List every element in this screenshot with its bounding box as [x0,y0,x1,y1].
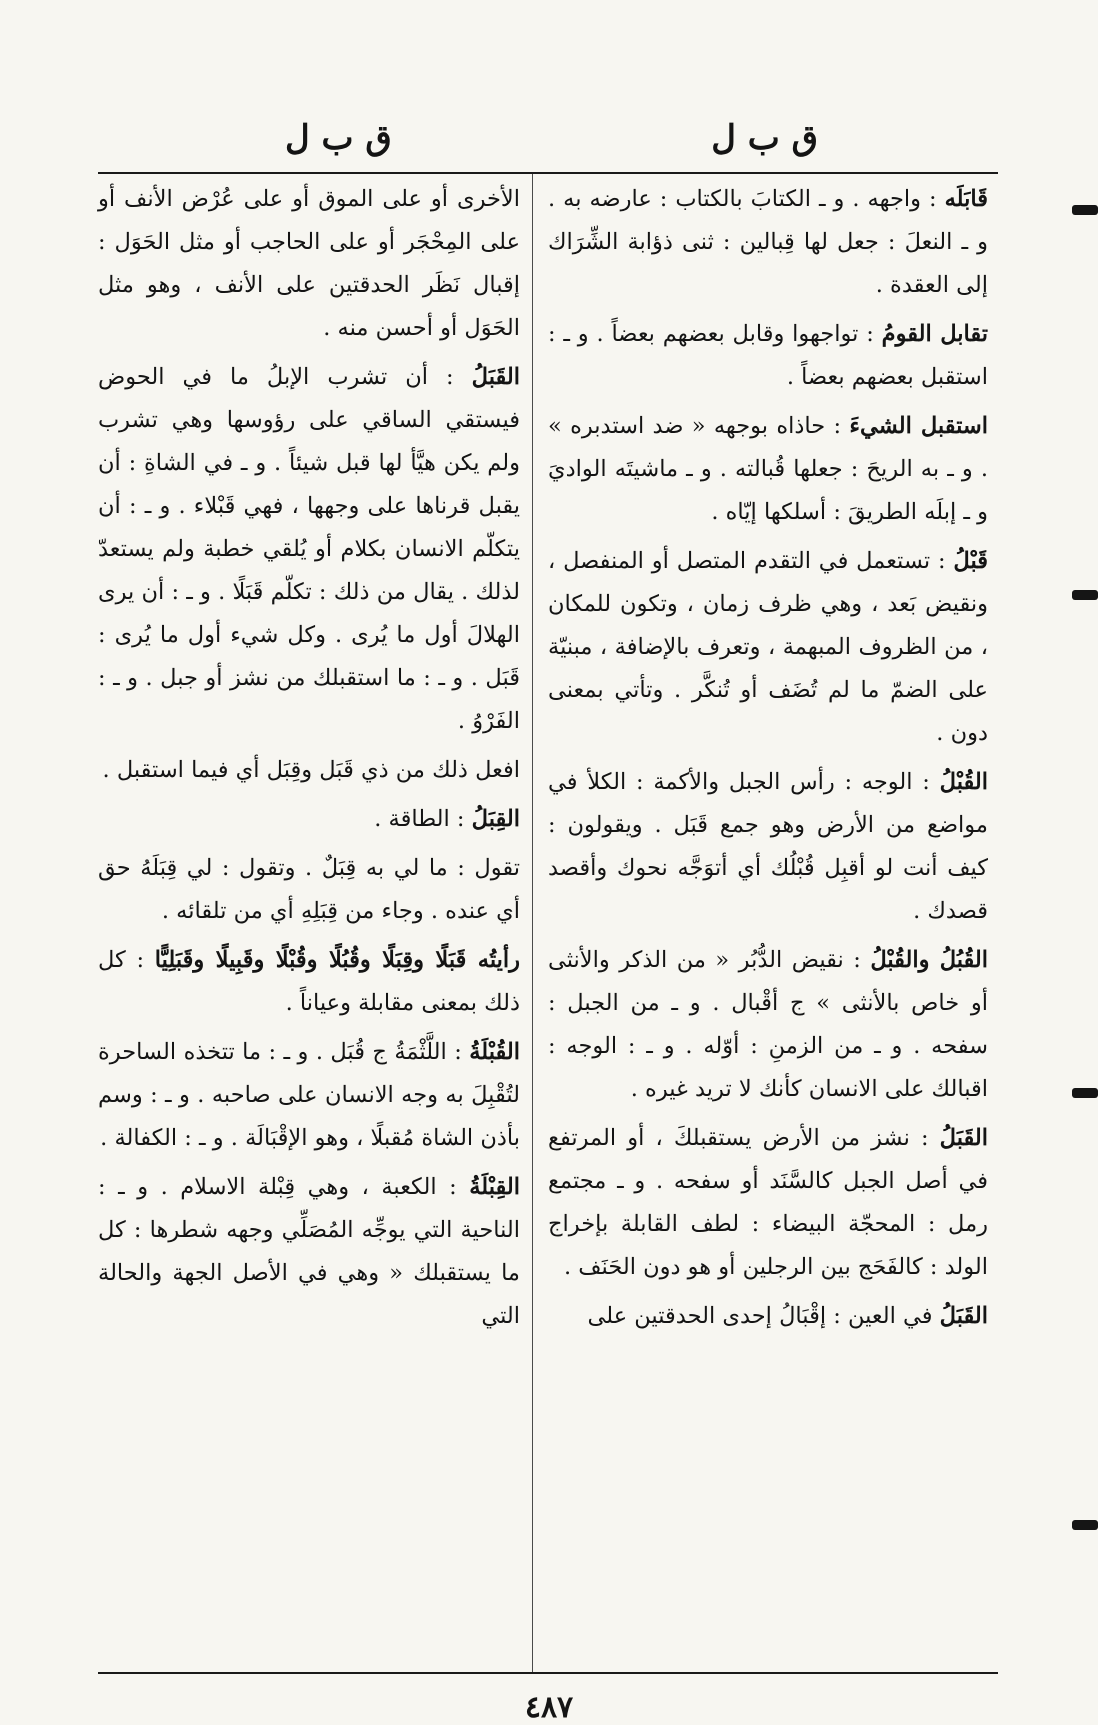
entry-definition: : أن تشرب الإبلُ ما في الحوض فيستقي الساقي على رؤوسها وهي تشرب ولم يكن هيَّأ لها قبل شيئاً . و ـ في الشاةِ : أن يقبل قرناها على وجهها ، فهي قَبْلاء . و ـ : أن يتكلّم الانسان بكلام أو يُلقي خطبة ولم يستعدّ لذلك . يقال من ذلك : تكلّم قَبَلًا . و ـ : أن يرى الهلالَ أول ما يُرى . وكل شيء أول ما يُرى : قَبَل . و ـ : ما استقبلك من نشز أو جبل . و ـ : الفَرْوُ . [98,364,520,734]
top-rule [98,172,998,174]
margin-mark [1072,1520,1098,1530]
entry-headword: استقبل الشيءَ [849,413,988,439]
entry-definition: : واجهه . و ـ الكتابَ بالكتاب : عارضه به . و ـ النعلَ : جعل لها قِبالين : ثنى ذؤابة الشِّرَاك إلى العقدة . [548,186,988,298]
dictionary-entry [548,178,988,307]
dictionary-entry [98,1031,520,1160]
dictionary-entry [548,939,988,1111]
entry-definition: : نشز من الأرض يستقبلكَ ، أو المرتفع في أصل الجبل كالسَّنَد أو سفحه . و ـ مجتمع رمل : المحجّة البيضاء : لطف القابلة بإخراج الولد : كالفَحَج بين الرجلين أو هو دون الحَنَف . [548,1125,988,1280]
entry-headword: القُبْلُ [939,769,988,795]
dictionary-entry [548,1295,988,1338]
dictionary-entry [98,178,520,350]
left-column [98,178,520,1344]
dictionary-entry [98,847,520,933]
entry-headword: القَبَلُ [471,364,520,390]
entry-definition: : حاذاه بوجهه « ضد استدبره » . و ـ به الريحَ : جعلها قُبالته . و ـ ماشيتَه الواديَ و ـ إبلَه الطريقَ : أسلكها إيّاه . [548,413,988,525]
margin-mark [1072,205,1098,215]
entry-definition: : الطاقة . [374,806,465,832]
bottom-rule [98,1672,998,1674]
dictionary-entry [548,1117,988,1289]
entry-headword: قَابَلَه [944,186,988,212]
entry-definition: : كل ذلك بمعنى مقابلة وعياناً . [98,947,520,1016]
entry-definition: تقول : ما لي به قِبَلٌ . وتقول : لي قِبَلَهُ حق أي عنده . وجاء من قِبَلِهِ أي من تلقائه . [98,855,520,924]
page-number: ٤٨٧ [524,1690,574,1725]
column-divider [532,174,533,1672]
entry-headword: القِبْلَةُ [469,1174,520,1200]
entry-definition: : الوجه : رأس الجبل والأكمة : الكلأ في مواضع من الأرض وهو جمع قَبَل . ويقولون : كيف أنت لو أقبِل قُبْلُك أي أتوَجَّه نحوك وأقصد قصدك . [548,769,988,924]
dictionary-entry [98,939,520,1025]
entry-headword: القَبَلُ [939,1303,988,1329]
entry-definition: : الكعبة ، وهي قِبْلة الاسلام . و ـ : الناحية التي يوجِّه المُصَلِّي وجهه شطرها : كل ما يستقبلك « وهي في الأصل الجهة والحالة التي [98,1174,520,1329]
dictionary-entry [98,356,520,743]
running-header-right: ق ب ل [711,118,818,158]
margin-mark [1072,1088,1098,1098]
entry-headword: القَبَلُ [939,1125,988,1151]
dictionary-entry [548,540,988,755]
running-header-left: ق ب ل [285,118,392,158]
entry-definition: في العين : إقْبَالُ إحدى الحدقتين على [587,1303,933,1329]
dictionary-entry [98,1166,520,1338]
dictionary-entry [548,405,988,534]
entry-headword: القُبُلُ والقُبْلُ [870,947,989,973]
entry-headword: القِبَلُ [471,806,520,832]
dictionary-entry [548,761,988,933]
entry-headword: قَبْلُ [953,548,988,574]
margin-mark [1072,590,1098,600]
entry-definition: : تواجهوا وقابل بعضهم بعضاً . و ـ : استقبل بعضهم بعضاً . [548,321,988,390]
entry-headword: القُبْلَةُ [469,1039,521,1065]
dictionary-entry [98,749,520,792]
entry-headword: تقابل القومُ [881,321,988,347]
entry-definition: : نقيض الدُّبُر « من الذكر والأنثى أو خاص بالأنثى » ج أقْبال . و ـ من الجبل : سفحه . و ـ من الزمنِ : أوّله . و ـ : الوجه : اقبالك على الانسان كأنك لا تريد غيره . [548,947,988,1102]
entry-definition: : اللَّثْمَةُ ج قُبَل . و ـ : ما تتخذه الساحرة لتُقْبِلَ به وجه الانسان على صاحبه . و ـ : وسم بأذن الشاة مُقبلًا ، وهو الإقْبَالَة . و ـ : الكفالة . [98,1039,520,1151]
entry-headword: رأيتُه قَبَلًا وقِبَلًا وقُبُلًا وقُبْلًا وقَبِيلًا وقَبَلِيًّا [154,947,521,973]
entry-definition: الأخرى أو على الموق أو على عُرْض الأنف أو على المِحْجَر أو على الحاجب أو مثل الحَوَل : إقبال نَظَر الحدقتين على الأنف ، وهو مثل الحَوَل أو أحسن منه . [98,186,520,341]
dictionary-entry [548,313,988,399]
entry-definition: افعل ذلك من ذي قَبَل وقِبَل أي فيما استقبل . [102,757,520,783]
entry-definition: : تستعمل في التقدم المتصل أو المنفصل ، ونقيض بَعد ، وهي ظرف زمان ، وتكون للمكان ، من الظروف المبهمة ، وتعرف بالإضافة ، مبنيّة على الضمّ ما لم تُضَف أو تُنكَّر . وتأتي بمعنى دون . [548,548,988,746]
dictionary-entry [98,798,520,841]
right-column [548,178,988,1344]
